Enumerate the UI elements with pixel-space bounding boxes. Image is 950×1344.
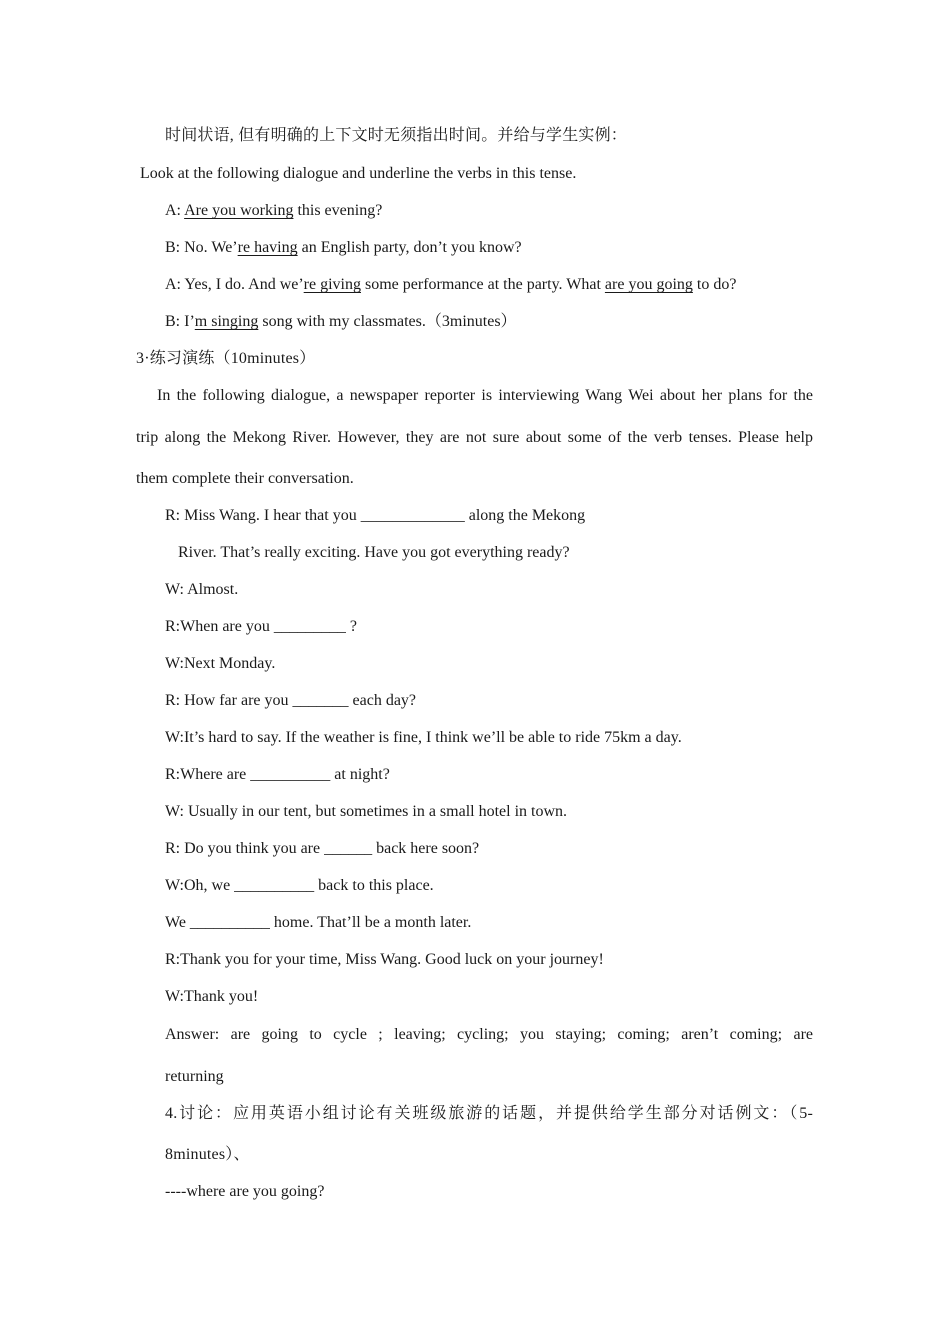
dialogue-w5-cont: We __________ home. That’ll be a month later.	[165, 914, 472, 931]
dialogue-r4: R:Where are __________ at night?	[165, 766, 390, 783]
example-line-4: B: I’m singing song with my classmates.（3minutes）	[165, 313, 517, 330]
paragraph-line-2: trip along the Mekong River. However, they are not sure about some of the verb tenses. Please help	[136, 429, 813, 446]
underlined-verb: m singing	[194, 313, 259, 330]
section-4-heading-cont: 8minutes）、	[165, 1146, 250, 1163]
dialogue-r1: R: Miss Wang. I hear that you _____________ along the Mekong	[165, 507, 586, 524]
paragraph-line-1: In the following dialogue, a newspaper reporter is interviewing Wang Wei about her plans for the	[157, 387, 813, 404]
discussion-example: ----where are you going?	[165, 1183, 325, 1200]
underlined-verb: re having	[237, 239, 298, 256]
answer-line-2: returning	[165, 1068, 224, 1085]
dialogue-r5: R: Do you think you are ______ back here soon?	[165, 840, 480, 857]
dialogue-r2: R:When are you _________ ?	[165, 618, 357, 635]
example-line-3: A: Yes, I do. And we’re giving some performance at the party. What are you going to do?	[165, 276, 737, 293]
underlined-verb: Are you working	[184, 202, 294, 219]
dialogue-w4: W: Usually in our tent, but sometimes in a small hotel in town.	[165, 803, 568, 820]
dialogue-w1: W: Almost.	[165, 581, 239, 598]
intro-line: 时间状语, 但有明确的上下文时无须指出时间。并给与学生实例：	[165, 127, 628, 144]
dialogue-w3: W:It’s hard to say. If the weather is fine, I think we’ll be able to ride 75km a day.	[165, 729, 682, 746]
dialogue-w5: W:Oh, we __________ back to this place.	[165, 877, 434, 894]
section-3-heading: 3·练习演练（10minutes）	[136, 350, 316, 367]
dialogue-w2: W:Next Monday.	[165, 655, 276, 672]
underlined-verb: re giving	[303, 276, 361, 293]
instruction-line: Look at the following dialogue and underline the verbs in this tense.	[140, 165, 577, 182]
answer-line-1: Answer: are going to cycle ; leaving; cycling; you staying; coming; aren’t coming; are	[165, 1026, 813, 1043]
section-4-heading: 4.讨论：应用英语小组讨论有关班级旅游的话题，并提供给学生部分对话例文：（5-	[165, 1105, 813, 1122]
dialogue-r6: R:Thank you for your time, Miss Wang. Good luck on your journey!	[165, 951, 604, 968]
underlined-verb: are you going	[604, 276, 693, 293]
dialogue-w6: W:Thank you!	[165, 988, 259, 1005]
dialogue-r3: R: How far are you _______ each day?	[165, 692, 417, 709]
dialogue-r1-cont: River. That’s really exciting. Have you got everything ready?	[178, 544, 570, 561]
example-line-1: A: Are you working this evening?	[165, 202, 383, 219]
paragraph-line-3: them complete their conversation.	[136, 470, 354, 487]
example-line-2: B: No. We’re having an English party, don’t you know?	[165, 239, 522, 256]
